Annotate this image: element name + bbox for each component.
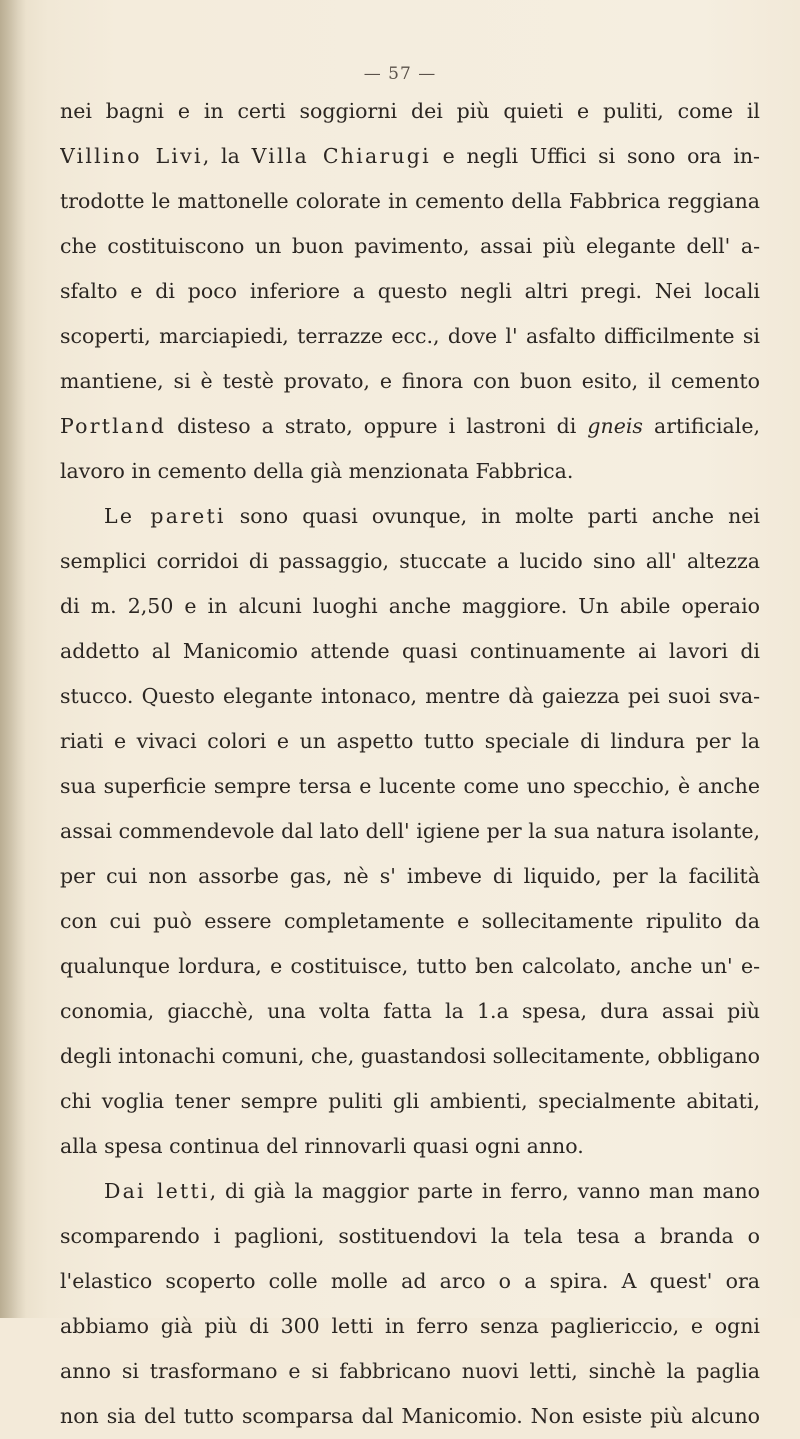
text-segment: Villa Chiarugi: [251, 144, 431, 168]
text-segment: che costituiscono un buon pavimento, assai più elegante dell' a-: [60, 234, 760, 258]
text-segment: Le pareti: [104, 504, 226, 528]
text-segment: nei bagni e in certi soggiorni dei più quieti e puliti, come il: [60, 99, 760, 123]
text-segment: Villino Livi: [60, 144, 203, 168]
body-text: [60, 89, 760, 1439]
text-line: [60, 359, 760, 404]
text-segment: addetto al Manicomio attende quasi continuamente ai lavori di: [60, 639, 760, 663]
text-line: [60, 314, 760, 359]
binding-shadow: [0, 0, 26, 1318]
text-line: [60, 764, 760, 809]
text-line: [60, 719, 760, 764]
text-segment: semplici corridoi di passaggio, stuccate a lucido sino all' altezza: [60, 549, 760, 573]
text-segment: gneis: [587, 414, 643, 438]
text-segment: trodotte le mattonelle colorate in cemento della Fabbrica reggiana: [60, 189, 760, 213]
text-line: [60, 674, 760, 719]
text-line: [60, 1079, 760, 1124]
text-segment: sono quasi ovunque, in molte parti anche nei: [225, 504, 760, 528]
text-segment: Portland: [60, 414, 167, 438]
text-line: [60, 89, 760, 134]
text-line: [60, 1259, 760, 1304]
text-segment: artificiale,: [642, 414, 760, 438]
text-segment: l'elastico scoperto colle molle ad arco o a spira. A quest' ora: [60, 1269, 760, 1293]
text-segment: di m. 2,50 e in alcuni luoghi anche maggiore. Un abile operaio: [60, 594, 760, 618]
text-line: [60, 629, 760, 674]
text-line: [60, 449, 760, 494]
text-line: [60, 944, 760, 989]
text-line: [60, 1394, 760, 1439]
text-segment: sfalto e di poco inferiore a questo negli altri pregi. Nei locali: [60, 279, 760, 303]
text-line: [60, 539, 760, 584]
text-line: [60, 1124, 760, 1169]
text-segment: degli intonachi comuni, che, guastandosi sollecitamente, obbligano: [60, 1044, 760, 1068]
text-line: [60, 1214, 760, 1259]
text-line: [60, 1034, 760, 1079]
text-segment: conomia, giacchè, una volta fatta la 1.a spesa, dura assai più: [60, 999, 760, 1023]
text-line: [60, 494, 760, 539]
text-segment: e negli Uffici si sono ora in-: [430, 144, 760, 168]
text-segment: per cui non assorbe gas, nè s' imbeve di liquido, per la facilità: [60, 864, 760, 888]
text-line: [60, 809, 760, 854]
text-line: [60, 1169, 760, 1214]
text-segment: stucco. Questo elegante intonaco, mentre dà gaiezza pei suoi sva-: [60, 684, 760, 708]
text-line: [60, 134, 760, 179]
text-segment: qualunque lordura, e costituisce, tutto ben calcolato, anche un' e-: [60, 954, 760, 978]
text-line: [60, 269, 760, 314]
text-segment: scoperti, marciapiedi, terrazze ecc., dove l' asfalto difficilmente si: [60, 324, 760, 348]
text-segment: abbiamo già più di 300 letti in ferro senza pagliericcio, e ogni: [60, 1314, 760, 1338]
text-segment: anno si trasformano e si fabbricano nuovi letti, sinchè la paglia: [60, 1359, 760, 1383]
text-line: [60, 1349, 760, 1394]
text-line: [60, 899, 760, 944]
text-segment: , di già la maggior parte in ferro, vanno man mano: [209, 1179, 760, 1203]
text-segment: sua superficie sempre tersa e lucente come uno specchio, è anche: [60, 774, 760, 798]
text-segment: lavoro in cemento della già menzionata Fabbrica.: [60, 459, 574, 483]
text-segment: riati e vivaci colori e un aspetto tutto speciale di lindura per la: [60, 729, 760, 753]
text-segment: Dai letti: [104, 1179, 210, 1203]
page-number: — 57 —: [363, 64, 437, 84]
text-line: [60, 179, 760, 224]
text-segment: , la: [202, 144, 252, 168]
text-segment: con cui può essere completamente e sollecitamente ripulito da: [60, 909, 760, 933]
text-segment: non sia del tutto scomparsa dal Manicomio. Non esiste più alcuno: [60, 1404, 760, 1428]
text-line: [60, 1304, 760, 1349]
text-segment: assai commendevole dal lato dell' igiene per la sua natura isolante,: [60, 819, 760, 843]
text-line: [60, 854, 760, 899]
text-line: [60, 989, 760, 1034]
text-segment: chi voglia tener sempre puliti gli ambienti, specialmente abitati,: [60, 1089, 760, 1113]
text-segment: mantiene, si è testè provato, e finora con buon esito, il cemento: [60, 369, 760, 393]
text-line: [60, 404, 760, 449]
text-segment: disteso a strato, oppure i lastroni di: [166, 414, 588, 438]
text-segment: scomparendo i paglioni, sostituendovi la tela tesa a branda o: [60, 1224, 760, 1248]
text-line: [60, 224, 760, 269]
text-segment: alla spesa continua del rinnovarli quasi ogni anno.: [60, 1134, 584, 1158]
text-line: [60, 584, 760, 629]
